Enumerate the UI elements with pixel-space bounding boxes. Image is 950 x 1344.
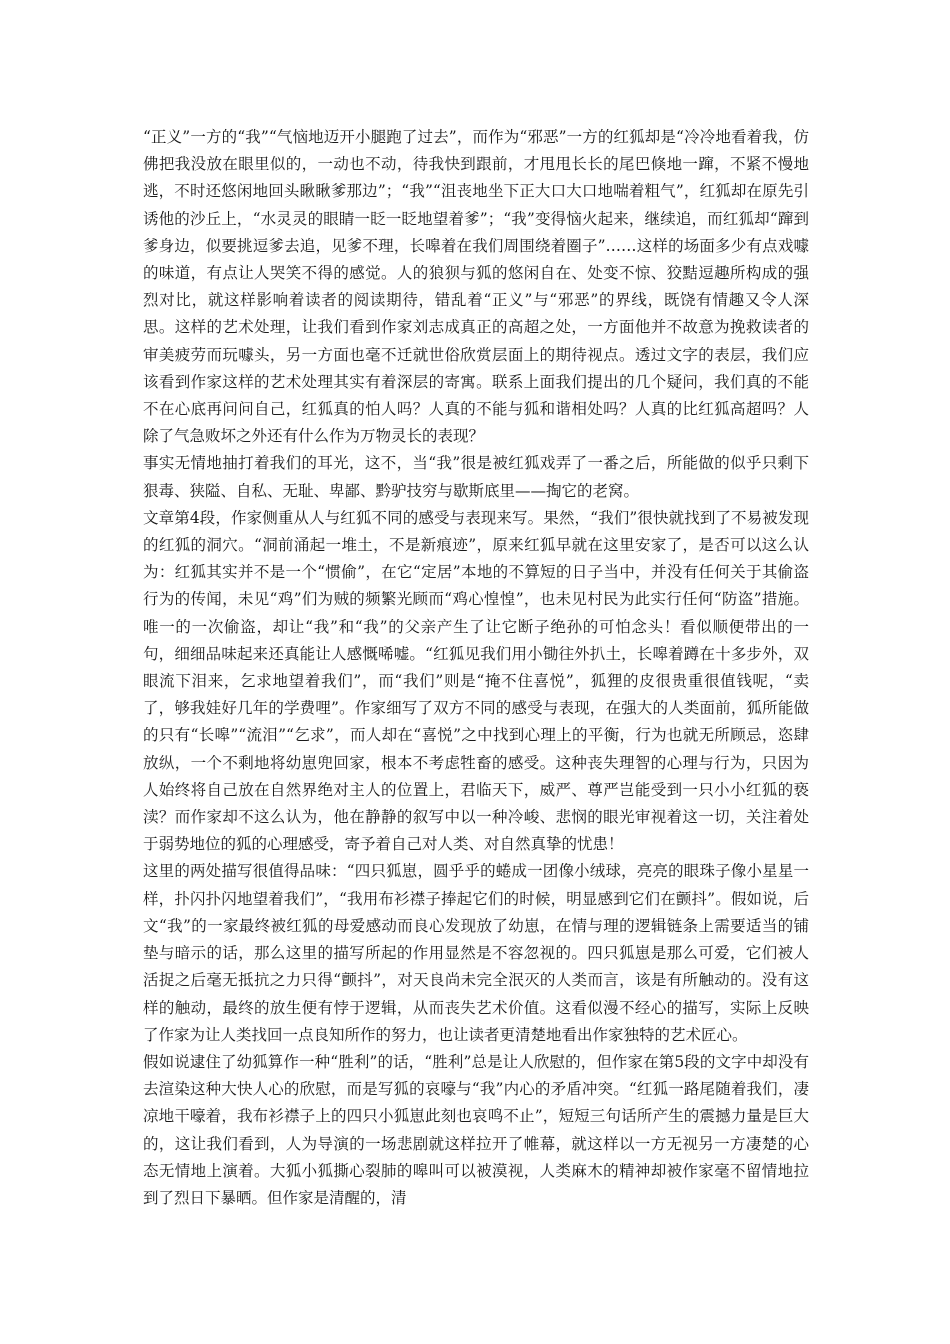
- paragraph-5: 假如说逮住了幼狐算作一种“胜利”的话，“胜利”总是让人欣慰的，但作家在第5段的文字中却没有去渲染这种大快人心的欣慰，而是写狐的哀嚎与“我”内心的矛盾冲突。“红狐一路尾随着我们，凄凉地干嚎着，我布衫襟子上的四只小狐崽此刻也哀鸣不止”，短短三句话所产生的震撼力量是巨大的，这让我们看到，人为导演的一场悲剧就这样拉开了帷幕，就这样以一方无视另一方凄楚的心态无情地上演着。大狐小狐撕心裂肺的嗥叫可以被漠视，人类麻木的精神却被作家毫不留情地拉到了烈日下暴晒。但作家是清醒的，清: [143, 1052, 809, 1207]
- paragraph-4: 这里的两处描写很值得品味：“四只狐崽，圆乎乎的蜷成一团像小绒球，亮亮的眼珠子像小星星一样，扑闪扑闪地望着我们”，“我用布衫襟子捧起它们的时候，明显感到它们在颤抖”。假如说，后文“我”的一家最终被红狐的母爱感动而良心发现放了幼崽，在情与理的逻辑链条上需要适当的铺垫与暗示的话，那么这里的描写所起的作用显然是不容忽视的。四只狐崽是那么可爱，它们被人活捉之后毫无抵抗之力只得“颤抖”，对天良尚未完全泯灭的人类而言，该是有所触动的。没有这样的触动，最终的放生便有悖于逻辑，从而丧失艺术价值。这看似漫不经心的描写，实际上反映了作家为让人类找回一点良知所作的努力，也让读者更清楚地看出作家独特的艺术匠心。: [143, 862, 809, 1044]
- paragraph-2: 事实无情地抽打着我们的耳光，这不，当“我”很是被红狐戏弄了一番之后，所能做的似乎只剩下狠毒、狭隘、自私、无耻、卑鄙、黔驴技穷与歇斯底里——掏它的老窝。: [143, 454, 809, 500]
- document-body: [143, 124, 809, 1212]
- paragraph-1: “正义”一方的“我”“气恼地迈开小腿跑了过去”，而作为“邪恶”一方的红狐却是“冷冷地看着我，仿佛把我没放在眼里似的，一动也不动，待我快到跟前，才甩甩长长的尾巴倏地一蹿，不紧不慢地逃，不时还悠闲地回头瞅瞅爹那边”；“我”“沮丧地坐下正大口大口地喘着粗气”，红狐却在原先引诱他的沙丘上，“水灵灵的眼睛一眨一眨地望着爹”；“我”变得恼火起来，继续追，而红狐却“蹿到爹身边，似要挑逗爹去追，见爹不理，长嗥着在我们周围绕着圈子”……这样的场面多少有点戏噱的味道，有点让人哭笑不得的感觉。人的狼狈与狐的悠闲自在、处变不惊、狡黠逗趣所构成的强烈对比，就这样影响着读者的阅读期待，错乱着“正义”与“邪恶”的界线，既饶有情趣又令人深思。这样的艺术处理，让我们看到作家刘志成真正的高超之处，一方面他并不故意为挽救读者的审美疲劳而玩噱头，另一方面也毫不迁就世俗欣赏层面上的期待视点。透过文字的表层，我们应该看到作家这样的艺术处理其实有着深层的寄寓。联系上面我们提出的几个疑问，我们真的不能不在心底再问问自己，红狐真的怕人吗？人真的不能与狐和谐相处吗？人真的比红狐高超吗？人除了气急败坏之外还有什么作为万物灵长的表现？: [143, 128, 809, 446]
- paragraph-3: 文章第4段，作家侧重从人与红狐不同的感受与表现来写。果然，“我们”很快就找到了不易被发现的红狐的洞穴。“洞前涌起一堆土，不是新痕迹”，原来红狐早就在这里安家了，是否可以这么认为：红狐其实并不是一个“惯偷”，在它“定居”本地的不算短的日子当中，并没有任何关于其偷盗行为的传闻，未见“鸡”们为贼的频繁光顾而“鸡心惶惶”，也未见村民为此实行任何“防盗”措施。唯一的一次偷盗，却让“我”和“我”的父亲产生了让它断子绝孙的可怕念头！看似顺便带出的一句，细细品味起来还真能让人感慨唏嘘。“红狐见我们用小锄往外扒土，长嗥着蹲在十多步外，双眼流下泪来，乞求地望着我们”，而“我们”则是“掩不住喜悦”，狐狸的皮很贵重很值钱呢，“卖了，够我娃好几年的学费哩”。作家细写了双方不同的感受与表现，在强大的人类面前，狐所能做的只有“长嗥”“流泪”“乞求”，而人却在“喜悦”之中找到心理上的平衡，行为也就无所顾忌，恣肆放纵，一个不剩地将幼崽兜回家，根本不考虑牲畜的感受。这种丧失理智的心理与行为，只因为人始终将自己放在自然界绝对主人的位置上，君临天下，威严、尊严岂能受到一只小小红狐的亵渎？而作家却不这么认为，他在静静的叙写中以一种冷峻、悲悯的眼光审视着这一切，关注着处于弱势地位的狐的心理感受，寄予着自己对人类、对自然真挚的忧患！: [143, 508, 809, 854]
